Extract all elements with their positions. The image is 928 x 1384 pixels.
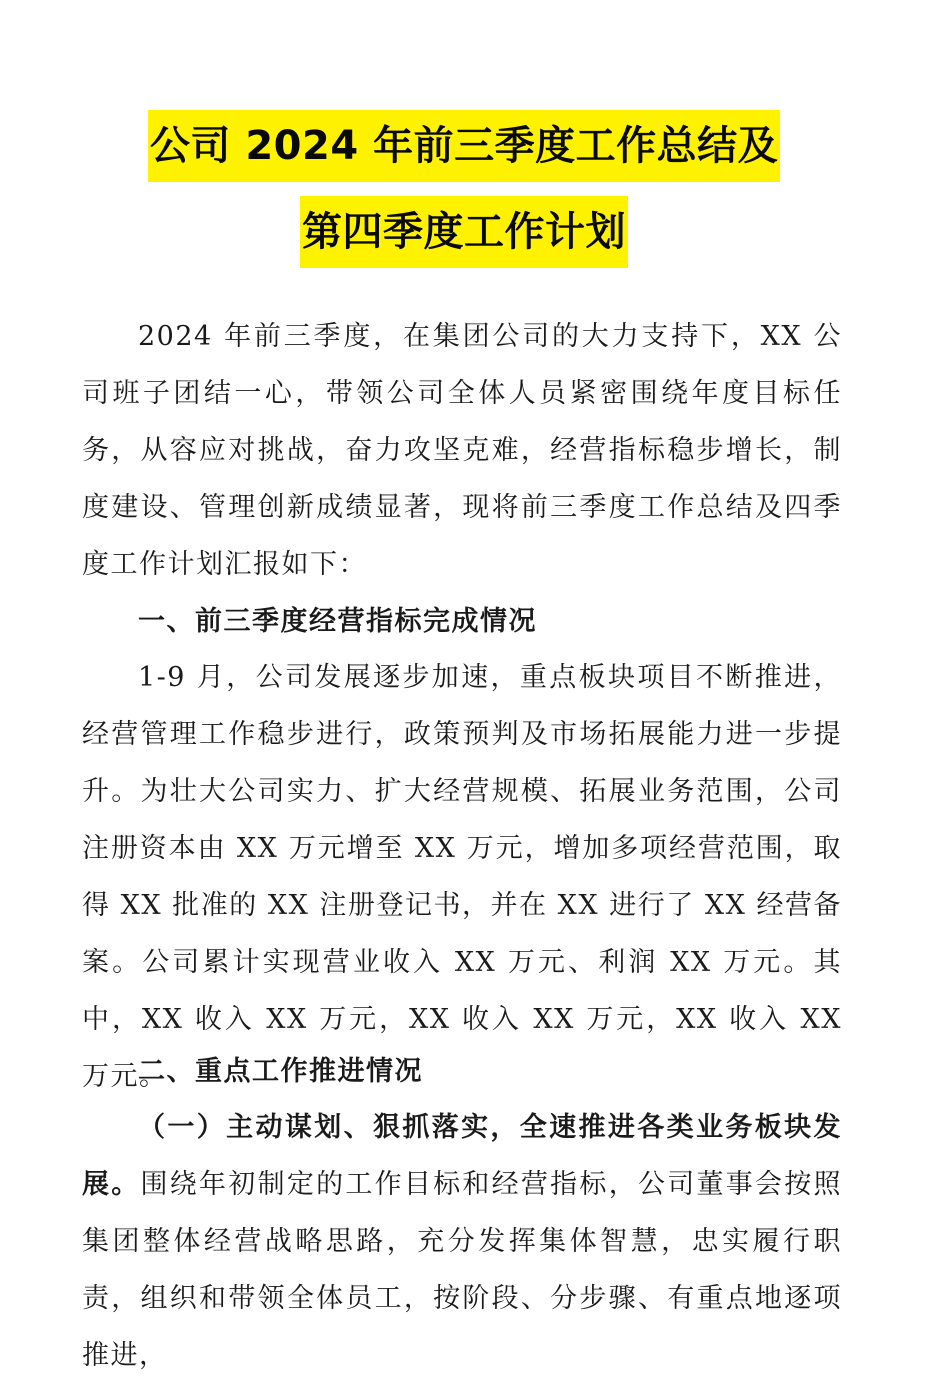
section-1-heading: 一、前三季度经营指标完成情况 [138, 606, 537, 637]
subsection-1-paragraph [82, 1099, 842, 1384]
document-title-line-1 [0, 110, 928, 182]
section-2-heading: 二、重点工作推进情况 [138, 1056, 423, 1087]
section-1-paragraph: 1-9 月，公司发展逐步加速，重点板块项目不断推进，经营管理工作稳步进行，政策预判及市场拓展能力进一步提升。为壮大公司实力、扩大经营规模、拓展业务范围，公司注册资本由 XX 万元增至 XX 万元，增加多项经营范围，取得 XX 批准的 XX 注册登记书，并在 XX 进行了 XX 经营备案。公司累计实现营业收入 XX 万元、利润 XX 万元。其中，XX 收入 XX 万元，XX 收入 XX 万元，XX 收入 XX 万元。 [82, 662, 842, 1092]
document-title-line-2 [0, 196, 928, 268]
subsection-1-text: 围绕年初制定的工作目标和经营指标，公司董事会按照集团整体经营战略思路，充分发挥集体智慧，忠实履行职责，组织和带领全体员工，按阶段、分步骤、有重点地逐项推进， [82, 1169, 843, 1371]
intro-paragraph: 2024 年前三季度，在集团公司的大力支持下，XX 公司班子团结一心，带领公司全体人员紧密围绕年度目标任务，从容应对挑战，奋力攻坚克难，经营指标稳步增长，制度建设、管理创新成绩显著，现将前三季度工作总结及四季度工作计划汇报如下： [82, 321, 842, 580]
title-highlight-2: 第四季度工作计划 [300, 196, 628, 268]
title-highlight-1: 公司 2024 年前三季度工作总结及 [148, 110, 780, 182]
subsection-1-lead: （一）主动谋划、狠抓落实，全速推进各类业务板块发展。 [82, 1112, 842, 1200]
